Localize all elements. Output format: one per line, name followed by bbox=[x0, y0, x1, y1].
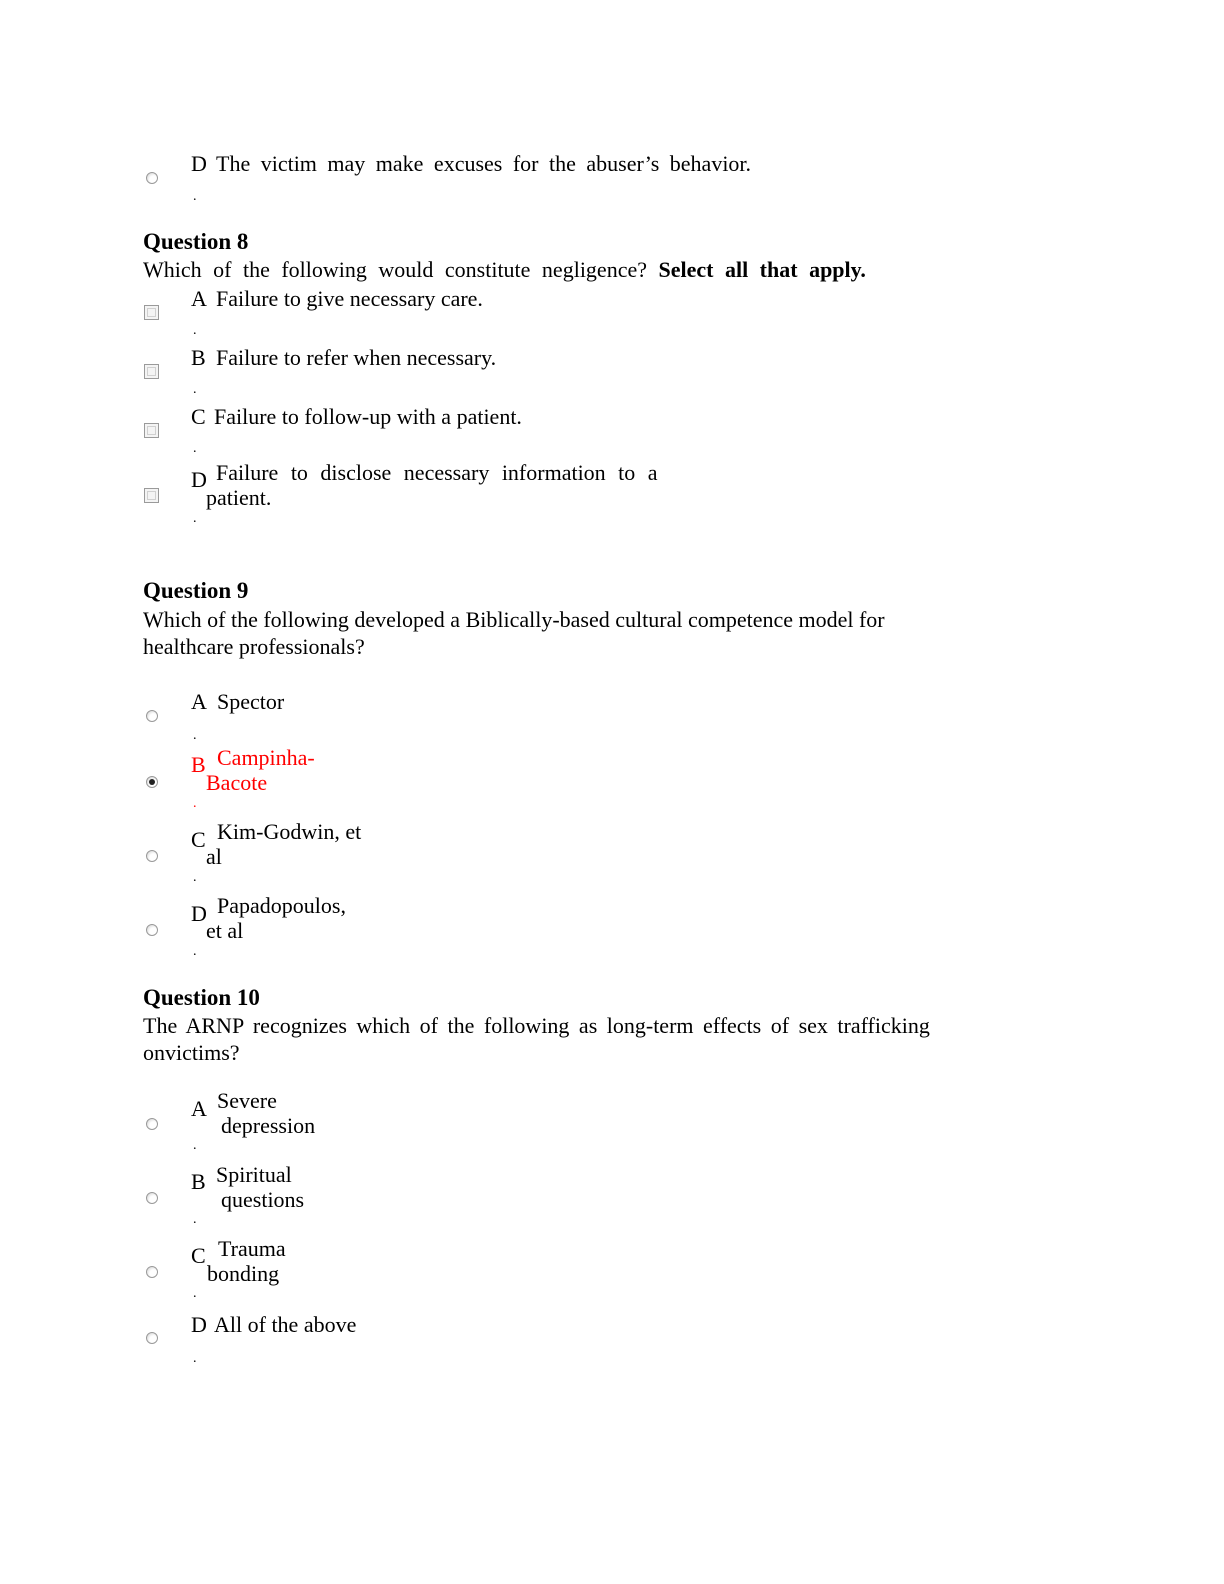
q10-title: Question 10 bbox=[143, 985, 260, 1010]
q10-option-d-text: All of the above bbox=[214, 1312, 357, 1337]
q10-option-d-letter: D bbox=[191, 1312, 207, 1337]
q9-title: Question 9 bbox=[143, 578, 249, 603]
q8-option-a-checkbox[interactable] bbox=[144, 305, 159, 320]
q8-prompt-text: Which of the following would constitute negligence? bbox=[143, 257, 647, 282]
q9-option-d-radio[interactable] bbox=[146, 924, 158, 936]
q8-option-b-dot: . bbox=[193, 382, 197, 397]
q10-prompt-line1: The ARNP recognizes which of the following as long-term effects of sex trafficking bbox=[143, 1013, 930, 1038]
q10-option-c-radio[interactable] bbox=[146, 1266, 158, 1278]
q7-option-d-radio[interactable] bbox=[146, 172, 158, 184]
q10-prompt-line2: onvictims? bbox=[143, 1040, 240, 1065]
q9-option-d-text-line2: et al bbox=[206, 918, 244, 943]
q7-option-d-text: The victim may make excuses for the abuser’s behavior. bbox=[216, 151, 752, 176]
q9-option-b-dot: . bbox=[193, 796, 197, 811]
q8-title: Question 8 bbox=[143, 229, 249, 254]
q9-option-c-dot: . bbox=[193, 870, 197, 885]
q8-option-b-letter: B bbox=[191, 345, 206, 370]
q9-option-c-text: Kim-Godwin, et bbox=[217, 819, 362, 844]
q8-option-d-text: Failure to disclose necessary information to a bbox=[216, 460, 658, 485]
q9-option-a-radio[interactable] bbox=[146, 710, 158, 722]
q8-option-d-text-line2: patient. bbox=[206, 485, 272, 510]
q8-option-d-checkbox[interactable] bbox=[144, 488, 159, 503]
q7-option-d-dot: . bbox=[193, 189, 197, 204]
q10-option-b-text: Spiritual bbox=[216, 1162, 292, 1187]
q9-option-b-radio[interactable] bbox=[146, 776, 158, 788]
q9-option-b-text-line2: Bacote bbox=[206, 770, 268, 795]
q8-instruction: Select all that apply. bbox=[658, 257, 866, 282]
q9-option-d-letter: D bbox=[191, 901, 207, 926]
q10-option-b-radio[interactable] bbox=[146, 1192, 158, 1204]
q8-option-b-checkbox[interactable] bbox=[144, 364, 159, 379]
q8-option-a-text: Failure to give necessary care. bbox=[216, 286, 483, 311]
q10-option-c-dot: . bbox=[193, 1286, 197, 1301]
q10-option-b-dot: . bbox=[193, 1212, 197, 1227]
q10-option-a-dot: . bbox=[193, 1138, 197, 1153]
q10-option-c-text-line2: bonding bbox=[207, 1261, 280, 1286]
q9-option-a-dot: . bbox=[193, 728, 197, 743]
q8-option-b-text: Failure to refer when necessary. bbox=[216, 345, 497, 370]
q9-option-c-radio[interactable] bbox=[146, 850, 158, 862]
q9-option-d-dot: . bbox=[193, 944, 197, 959]
q10-option-d-radio[interactable] bbox=[146, 1332, 158, 1344]
q9-option-d-text: Papadopoulos, bbox=[217, 893, 346, 918]
q9-option-c-letter: C bbox=[191, 827, 206, 852]
q9-option-a-letter: A bbox=[191, 689, 207, 714]
q9-option-b-letter: B bbox=[191, 752, 206, 777]
q9-prompt-line1: Which of the following developed a Biblically-based cultural competence model for bbox=[143, 607, 885, 632]
q8-option-c-letter: C bbox=[191, 404, 206, 429]
q8-option-c-dot: . bbox=[193, 441, 197, 456]
q9-option-b-text: Campinha- bbox=[217, 745, 315, 770]
q10-option-b-text-line2: questions bbox=[221, 1187, 305, 1212]
q8-option-c-checkbox[interactable] bbox=[144, 423, 159, 438]
q10-option-b-letter: B bbox=[191, 1169, 206, 1194]
q8-option-d-dot: . bbox=[193, 511, 197, 526]
q8-option-a-letter: A bbox=[191, 286, 207, 311]
q10-option-c-letter: C bbox=[191, 1243, 206, 1268]
q10-option-a-letter: A bbox=[191, 1096, 207, 1121]
q10-option-a-text: Severe bbox=[217, 1088, 277, 1113]
q10-option-d-dot: . bbox=[193, 1351, 197, 1366]
q10-option-a-text-line2: depression bbox=[221, 1113, 316, 1138]
q10-option-a-radio[interactable] bbox=[146, 1118, 158, 1130]
q7-option-d-letter: D bbox=[191, 151, 207, 176]
q10-option-c-text: Trauma bbox=[218, 1236, 286, 1261]
q8-option-c-text: Failure to follow-up with a patient. bbox=[214, 404, 522, 429]
q8-prompt bbox=[143, 256, 866, 283]
q8-option-a-dot: . bbox=[193, 323, 197, 338]
q9-option-c-text-line2: al bbox=[206, 844, 222, 869]
q8-option-d-letter: D bbox=[191, 467, 207, 492]
q9-prompt-line2: healthcare professionals? bbox=[143, 634, 365, 659]
q9-option-a-text: Spector bbox=[217, 689, 285, 714]
